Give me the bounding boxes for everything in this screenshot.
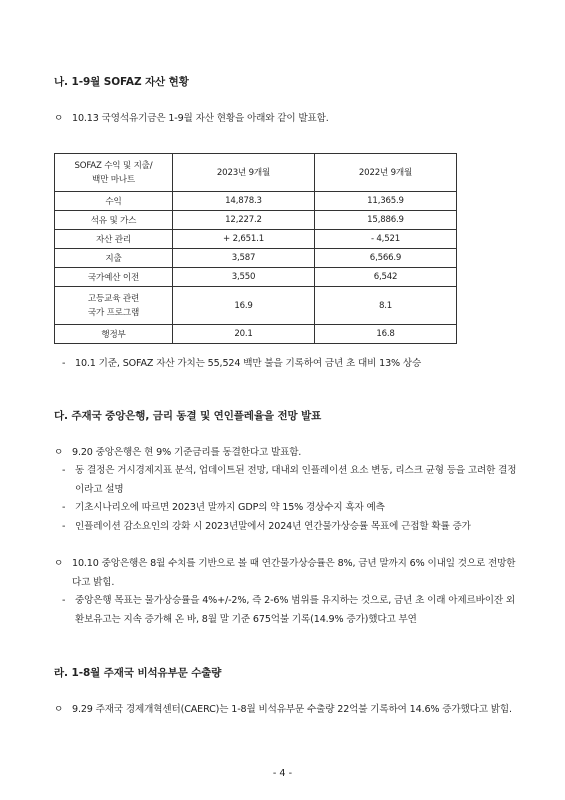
dash-marker: - bbox=[62, 502, 66, 513]
table-row bbox=[55, 287, 457, 325]
dash-text: 10.1 기준, SOFAZ 자산 가치는 55,524 백만 불을 기록하여 금년 초 대비 13% 상승 bbox=[75, 358, 422, 369]
dash-marker: - bbox=[62, 595, 66, 606]
table-header-row bbox=[55, 154, 457, 192]
row-label: 행정부 bbox=[55, 325, 173, 344]
dash-marker: - bbox=[62, 358, 66, 369]
bullet-item bbox=[54, 555, 524, 592]
value-2022: 6,566.9 bbox=[315, 249, 457, 268]
header-label-line1: SOFAZ 수익 및 지출/ bbox=[74, 160, 153, 171]
bullet-text: 10.13 국영석유기금은 1-9월 자산 현황을 아래와 같이 발표함. bbox=[72, 113, 329, 124]
table-row bbox=[55, 249, 457, 268]
dash-item bbox=[62, 499, 524, 518]
header-label-line2: 백만 마나트 bbox=[91, 174, 136, 185]
table-header-2022: 2022년 9개월 bbox=[315, 154, 457, 192]
table-row bbox=[55, 211, 457, 230]
row-label-line2: 국가 프로그램 bbox=[87, 307, 140, 318]
value-2022: 11,365.9 bbox=[315, 192, 457, 211]
row-label: 지출 bbox=[55, 249, 173, 268]
section-heading-na: 나. 1-9월 SOFAZ 자산 현황 bbox=[54, 76, 189, 88]
value-2023: 3,550 bbox=[173, 268, 315, 287]
value-2022: 15,886.9 bbox=[315, 211, 457, 230]
row-label: 자산 관리 bbox=[55, 230, 173, 249]
row-label bbox=[55, 287, 173, 325]
dash-marker: - bbox=[62, 465, 66, 476]
row-label-line1: 고등교육 관련 bbox=[87, 293, 140, 304]
bullet-marker: ㅇ bbox=[54, 113, 64, 124]
bullet-item bbox=[54, 701, 524, 720]
value-2023: 14,878.3 bbox=[173, 192, 315, 211]
value-2022: 8.1 bbox=[315, 287, 457, 325]
dash-item bbox=[62, 355, 524, 374]
dash-item bbox=[62, 518, 524, 537]
value-2023: 3,587 bbox=[173, 249, 315, 268]
table-header-label bbox=[55, 154, 173, 192]
table-row bbox=[55, 192, 457, 211]
dash-text: 동 결정은 거시경제지표 분석, 업데이트된 전망, 대내외 인플레이션 요소 변동, 리스크 균형 등을 고려한 결정이라고 설명 bbox=[75, 465, 517, 495]
table-row bbox=[55, 268, 457, 287]
table-row bbox=[55, 230, 457, 249]
dash-text: 기초시나리오에 따르면 2023년 말까지 GDP의 약 15% 경상수지 흑자 예측 bbox=[75, 502, 385, 513]
dash-marker: - bbox=[62, 521, 66, 532]
bullet-text: 10.10 중앙은행은 8월 수치를 기반으로 볼 때 연간물가상승률은 8%, 금년 말까지 6% 이내일 것으로 전망한다고 밝힘. bbox=[72, 558, 516, 588]
value-2022: - 4,521 bbox=[315, 230, 457, 249]
dash-text: 인플레이션 감소요인의 강화 시 2023년말에서 2024년 연간물가상승률 목표에 근접할 확률 증가 bbox=[75, 521, 471, 532]
value-2023: 20.1 bbox=[173, 325, 315, 344]
bullet-marker: ㅇ bbox=[54, 704, 64, 715]
row-label: 석유 및 가스 bbox=[55, 211, 173, 230]
bullet-item bbox=[54, 444, 524, 463]
value-2023: 12,227.2 bbox=[173, 211, 315, 230]
bullet-item bbox=[54, 110, 524, 129]
value-2022: 6,542 bbox=[315, 268, 457, 287]
bullet-text: 9.20 중앙은행은 현 9% 기준금리를 동결한다고 발표함. bbox=[72, 447, 302, 458]
page-number: - 4 - bbox=[272, 768, 293, 779]
bullet-text: 9.29 주재국 경제개혁센터(CAERC)는 1-8월 비석유부문 수출량 22억불 기록하여 14.6% 증가했다고 밝힘. bbox=[72, 704, 512, 715]
table-row bbox=[55, 325, 457, 344]
dash-item bbox=[62, 462, 524, 499]
section-heading-ra: 라. 1-8월 주재국 비석유부문 수출량 bbox=[54, 667, 222, 679]
sofaz-table bbox=[54, 153, 457, 344]
row-label: 수익 bbox=[55, 192, 173, 211]
dash-item bbox=[62, 592, 524, 629]
bullet-marker: ㅇ bbox=[54, 447, 64, 458]
value-2023: + 2,651.1 bbox=[173, 230, 315, 249]
section-heading-da: 다. 주재국 중앙은행, 금리 동결 및 연인플레율을 전망 발표 bbox=[54, 410, 322, 422]
bullet-marker: ㅇ bbox=[54, 558, 64, 569]
value-2022: 16.8 bbox=[315, 325, 457, 344]
table-header-2023: 2023년 9개월 bbox=[173, 154, 315, 192]
row-label: 국가예산 이전 bbox=[55, 268, 173, 287]
dash-text: 중앙은행 목표는 물가상승률을 4%+/-2%, 즉 2-6% 범위를 유지하는 것으로, 금년 초 이래 아제르바이잔 외환보유고는 지속 증가해 온 바, 8월 말 기준 675억불 기록(14.9% 증가)했다고 부연 bbox=[75, 595, 516, 625]
value-2023: 16.9 bbox=[173, 287, 315, 325]
